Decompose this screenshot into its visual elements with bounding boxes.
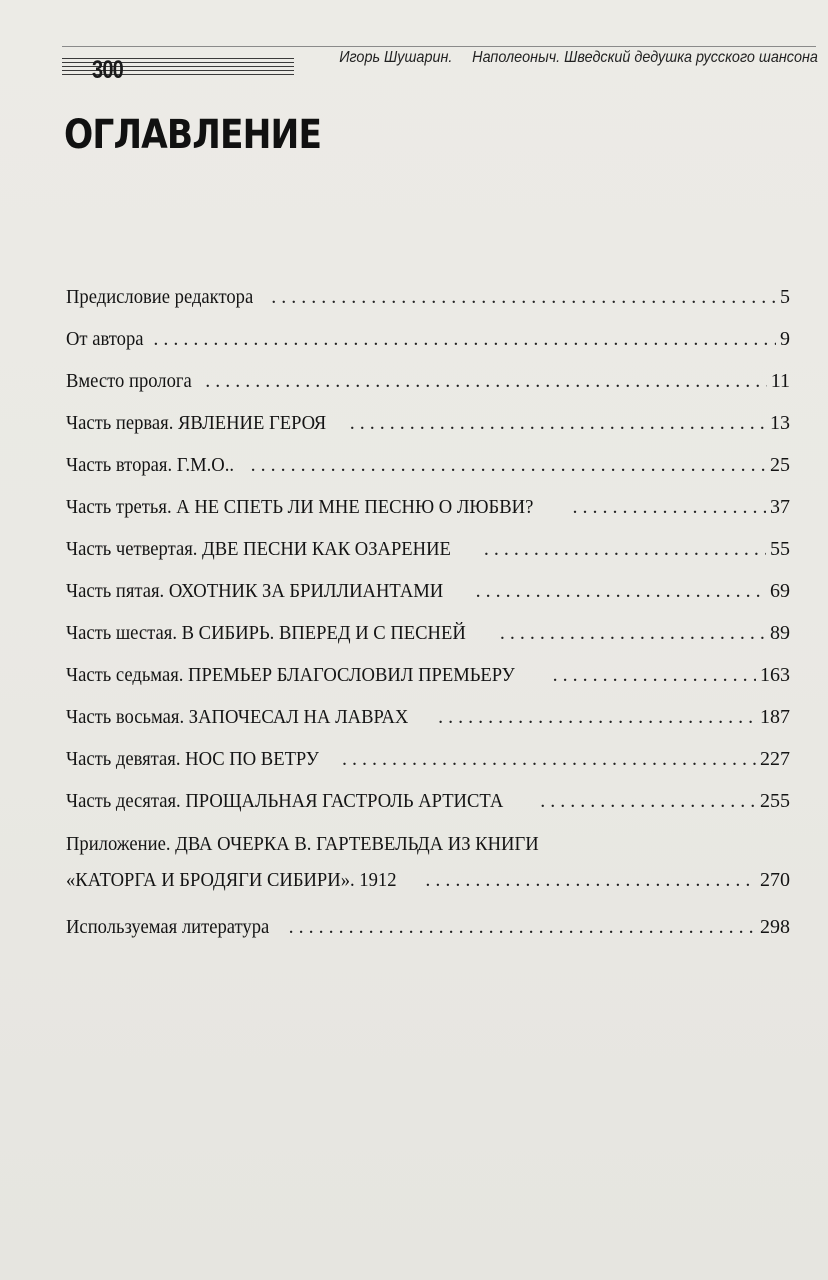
toc-entry-page: 298 <box>760 916 790 938</box>
toc-entry-appendix <box>66 822 790 906</box>
toc-entry-title: Часть вторая. Г.М.О.. <box>66 454 235 476</box>
toc-entry-title: Вместо пролога <box>66 370 192 392</box>
toc-leader-dots <box>425 862 756 898</box>
toc-leader-dots <box>476 570 766 612</box>
running-header <box>339 49 818 67</box>
toc-entry <box>66 444 790 486</box>
toc-leader-dots <box>500 612 766 654</box>
toc-leader-dots <box>342 738 756 780</box>
toc-entry <box>66 318 790 360</box>
toc-entry-title: Часть четвертая. ДВЕ ПЕСНИ КАК ОЗАРЕНИЕ <box>66 538 451 560</box>
toc-leader-dots <box>573 486 767 528</box>
toc-leader-dots <box>540 780 756 822</box>
toc-entry-literature <box>66 906 790 948</box>
toc-entry-title: Часть третья. А НЕ СПЕТЬ ЛИ МНЕ ПЕСНЮ О ЛЮБВИ? <box>66 496 534 518</box>
running-header-author: Игорь Шушарин. <box>339 49 453 66</box>
toc-entry-title: Часть восьмая. ЗАПОЧЕСАЛ НА ЛАВРАХ <box>66 706 409 728</box>
toc-entry-page: 5 <box>780 286 790 308</box>
toc-entry-page: 270 <box>760 869 790 891</box>
page-number: 300 <box>92 56 123 84</box>
toc-entry-title: Часть седьмая. ПРЕМЬЕР БЛАГОСЛОВИЛ ПРЕМЬЕРУ <box>66 664 515 686</box>
toc-entry <box>66 654 790 696</box>
toc-entry <box>66 276 790 318</box>
toc-entry <box>66 780 790 822</box>
toc-leader-dots <box>271 276 776 318</box>
toc-entry-page: 9 <box>780 328 790 350</box>
toc-appendix-title-line1: Приложение. ДВА ОЧЕРКА В. ГАРТЕВЕЛЬДА ИЗ КНИГИ <box>66 833 539 855</box>
toc-leader-dots <box>484 528 766 570</box>
toc-leader-dots <box>251 444 766 486</box>
toc-leader-dots <box>289 906 756 948</box>
toc-entry-page: 255 <box>760 790 790 812</box>
toc-entry-title: Часть первая. ЯВЛЕНИЕ ГЕРОЯ <box>66 412 327 434</box>
toc-leader-dots <box>438 696 756 738</box>
toc-entry-title: Предисловие редактора <box>66 286 254 308</box>
toc-entry <box>66 612 790 654</box>
toc-entry-title: Часть пятая. ОХОТНИК ЗА БРИЛЛИАНТАМИ <box>66 580 444 602</box>
toc-leader-dots <box>350 402 766 444</box>
toc-entry-page: 11 <box>770 370 790 392</box>
toc-entry-title: Часть девятая. НОС ПО ВЕТРУ <box>66 748 319 770</box>
header-rule <box>62 46 816 47</box>
toc-entry-title: Используемая литература <box>66 916 270 938</box>
toc-entry-title: Часть шестая. В СИБИРЬ. ВПЕРЕД И С ПЕСНЕЙ <box>66 622 466 644</box>
toc-entry <box>66 528 790 570</box>
toc-entry-page: 25 <box>770 454 790 476</box>
toc-heading: ОГЛАВЛЕНИЕ <box>64 112 322 158</box>
toc-entry-page: 55 <box>770 538 790 560</box>
toc-entry <box>66 696 790 738</box>
toc-entry-page: 37 <box>770 496 790 518</box>
toc-entry-page: 187 <box>760 706 790 728</box>
toc-entry-title: Часть десятая. ПРОЩАЛЬНАЯ ГАСТРОЛЬ АРТИСТА <box>66 790 504 812</box>
toc-entry-page: 89 <box>770 622 790 644</box>
toc-leader-dots <box>205 360 767 402</box>
toc-entry <box>66 402 790 444</box>
toc-entry <box>66 486 790 528</box>
toc-entry-page: 163 <box>760 664 790 686</box>
toc-entry-page: 227 <box>760 748 790 770</box>
toc-entry <box>66 360 790 402</box>
toc-leader-dots <box>153 318 776 360</box>
toc-entry-page: 69 <box>770 580 790 602</box>
running-header-book-title: Наполеоныч. Шведский дедушка русского шансона <box>472 49 818 66</box>
toc-entry <box>66 570 790 612</box>
toc-entry-title: От автора <box>66 328 144 350</box>
table-of-contents <box>66 276 790 948</box>
toc-appendix-title-line2: «КАТОРГА И БРОДЯГИ СИБИРИ». 1912 <box>66 869 397 891</box>
toc-leader-dots <box>553 654 756 696</box>
toc-entry <box>66 738 790 780</box>
toc-entry-page: 13 <box>770 412 790 434</box>
